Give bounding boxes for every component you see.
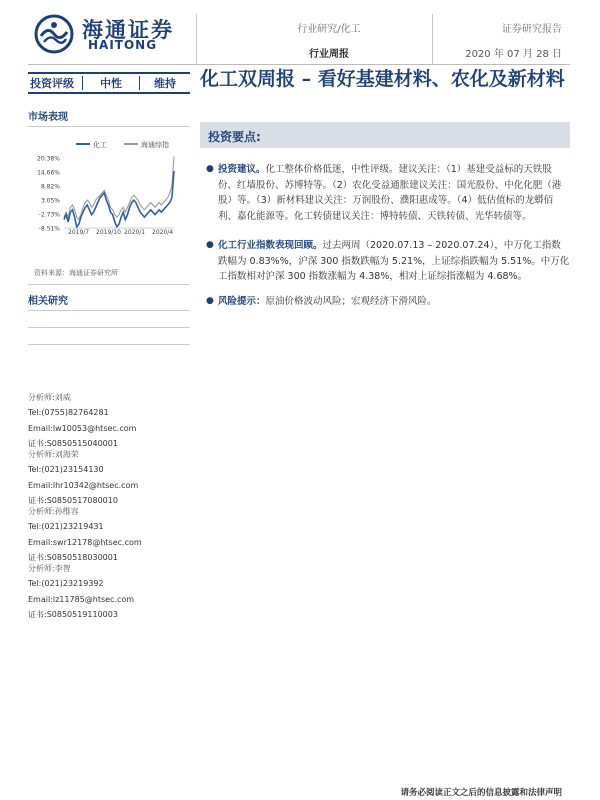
analyst-email[interactable]: Email:lz11785@htsec.com <box>28 594 135 604</box>
analyst-tel: Tel:(021)23154130 <box>28 465 104 475</box>
x-tick-label: 2019/10 <box>96 229 121 236</box>
analyst-name: 分析师:刘海荣 <box>28 450 79 459</box>
legend-label: 化工 <box>93 141 107 149</box>
analyst-email[interactable]: Email:lhr10342@htsec.com <box>28 480 139 490</box>
analyst-tel: Tel:(021)23219431 <box>28 522 104 532</box>
x-tick-label: 2020/4 <box>152 229 174 236</box>
related-research-heading: 相关研究 <box>28 296 68 307</box>
analyst-card <box>28 447 190 508</box>
header-rule <box>28 64 570 65</box>
bullet-dot-icon: ● <box>206 240 214 250</box>
key-points-heading: 投资要点: <box>208 130 261 144</box>
y-tick-label: 20.38% <box>37 155 60 163</box>
haitong-logo-icon <box>34 14 74 54</box>
logo-chinese-name: 海通证券 <box>82 17 174 42</box>
analyst-email[interactable]: Email:swr12178@htsec.com <box>28 537 142 547</box>
analyst-cert: 证书:S0850515040001 <box>28 438 118 448</box>
rating-label: 投资评级 <box>30 77 74 90</box>
series-line-index <box>64 157 174 220</box>
related-rule <box>28 327 190 328</box>
key-point-text: 化工整体价格低迷，中性评级。建议关注：（1）基建受益标的天铁股份、红墙股份、苏博特等。（2）农化受益通胀建议关注：国光股份、中化化肥（港股）等。（3）新材料建议关注：万润股份、濮阳惠成等。（4）低估值标的龙蟒佰利、嘉化能源等。化工转债建议关注：博特转债、天铁转债、光华转债等。 <box>218 164 562 222</box>
bullet-dot-icon: ● <box>206 164 214 174</box>
key-point-item <box>206 294 570 310</box>
analyst-tel: Tel:(0755)82764281 <box>28 408 109 418</box>
analyst-card <box>28 390 190 451</box>
header-date: 2020 年 07 月 28 日 <box>465 49 562 60</box>
analyst-cert: 证书:S0850518030001 <box>28 552 118 562</box>
analyst-cert: 证书:S0850517080010 <box>28 495 118 505</box>
related-rule <box>28 310 190 311</box>
header-doc-label: 证券研究报告 <box>502 24 562 35</box>
market-performance-heading: 市场表现 <box>28 112 68 123</box>
logo-english-name: HAITONG <box>88 38 158 52</box>
related-rule <box>28 344 190 345</box>
key-point-item <box>206 162 570 224</box>
header-section: 行业研究/化工 <box>297 24 361 35</box>
chart-source: 资料来源：海通证券研究所 <box>34 269 118 277</box>
x-tick-label: 2019/7 <box>68 229 90 236</box>
investment-rating-bar <box>28 72 190 94</box>
report-title: 化工双周报 – 看好基建材料、农化及新材料 <box>200 68 565 90</box>
analyst-card <box>28 504 190 565</box>
market-performance-chart <box>28 136 178 236</box>
rating-action: 维持 <box>154 77 176 90</box>
y-tick-label: 14.66% <box>37 169 60 177</box>
analyst-name: 分析师:刘威 <box>28 393 71 402</box>
section-rule <box>28 126 190 127</box>
section-rule <box>28 284 190 285</box>
x-tick-label: 2020/1 <box>124 229 146 236</box>
header-divider <box>196 14 197 64</box>
y-tick-label: -8.51% <box>38 225 60 233</box>
analyst-name: 分析师:孙维容 <box>28 507 79 516</box>
y-tick-label: 8.82% <box>40 183 60 191</box>
analyst-cert: 证书:S0850519110003 <box>28 609 118 619</box>
key-point-lead: 投资建议。 <box>218 164 266 175</box>
key-point-text: 过去两周（2020.07.13 – 2020.07.24），中万化工指数跌幅为 0.83%%，沪深 300 指数跌幅为 5.21%，上证综指跌幅为 5.51%。中万化工指数相对沪深 300 指数涨幅为 4.38%，相对上证综指涨幅为 4.68%。 <box>218 240 570 282</box>
rating-value: 中性 <box>100 77 122 90</box>
legend-label: 海通综指 <box>141 141 169 149</box>
key-point-lead: 风险提示： <box>218 296 266 307</box>
footer-disclaimer: 请务必阅读正文之后的信息披露和法律声明 <box>400 788 562 798</box>
header-divider <box>432 14 433 64</box>
analyst-card <box>28 561 190 622</box>
key-point-lead: 化工行业指数表现回顾。 <box>218 240 323 251</box>
key-point-item <box>206 238 570 285</box>
header-doc-block <box>440 20 562 60</box>
analyst-tel: Tel:(021)23219392 <box>28 579 104 589</box>
header-report-type: 行业周报 <box>309 49 349 60</box>
key-point-text: 原油价格波动风险；宏观经济下滑风险。 <box>265 296 437 307</box>
header-section-block <box>264 20 394 60</box>
y-tick-label: 3.05% <box>40 197 60 205</box>
analyst-name: 分析师:李智 <box>28 564 71 573</box>
analyst-email[interactable]: Email:lw10053@htsec.com <box>28 423 137 433</box>
bullet-dot-icon: ● <box>206 296 214 306</box>
y-tick-label: -2.73% <box>38 211 60 219</box>
series-line-chemical <box>64 171 174 227</box>
